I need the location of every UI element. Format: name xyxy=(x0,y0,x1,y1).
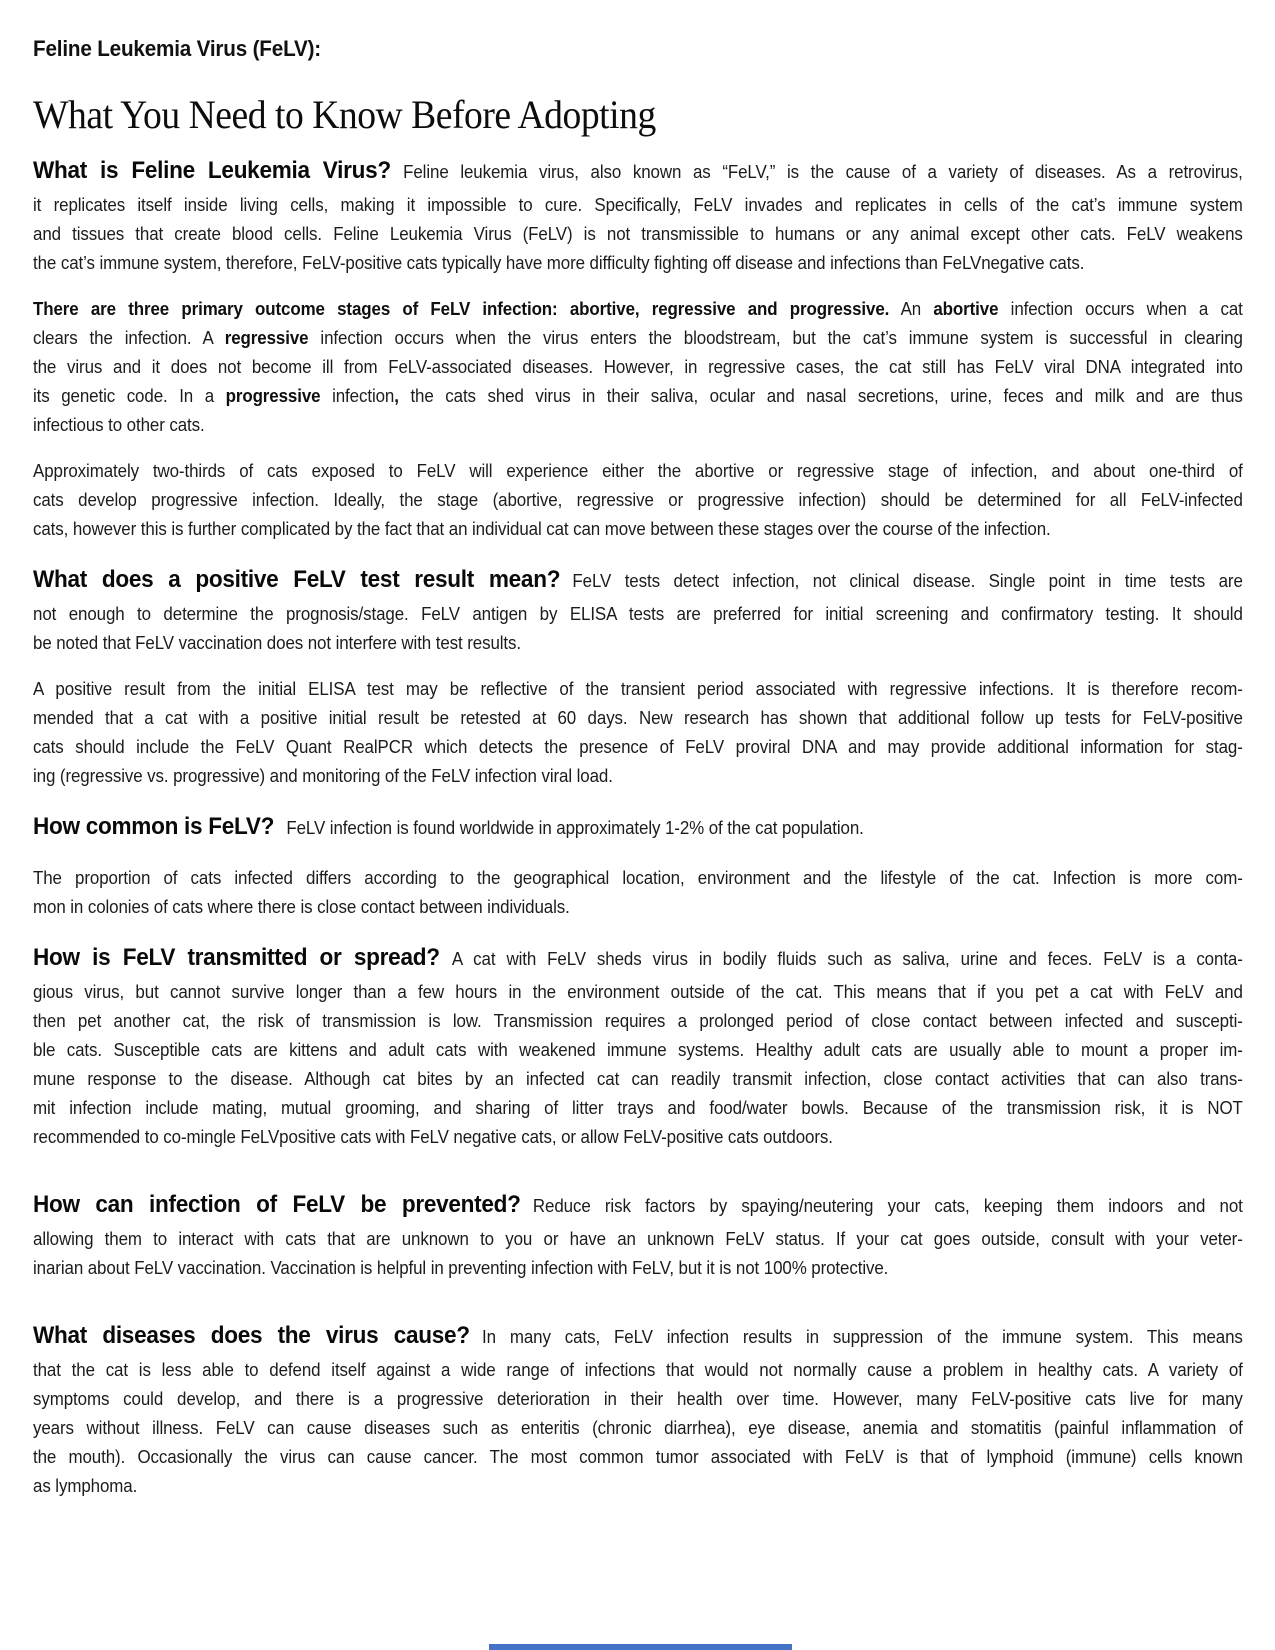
body-line xyxy=(33,1036,1243,1065)
body-line xyxy=(33,1225,1243,1254)
body-line xyxy=(33,978,1243,1007)
body-line xyxy=(33,939,1243,978)
paragraph xyxy=(33,561,1243,658)
doc-title: What You Need to Know Before Adopting xyxy=(33,92,656,137)
body-line xyxy=(33,762,1243,791)
text-run: its genetic code. In a xyxy=(33,386,226,406)
text-run: the virus and it does not become ill from FeLV-associated diseases. However, in regressive cases, the cat still has FeLV viral DNA integrated into xyxy=(33,357,1243,377)
text-run: then pet another cat, the risk of transmission is low. Transmission requires a prolonged period of close contact between infected and suscepti- xyxy=(33,1011,1243,1031)
text-run: the cat’s immune system, therefore, FeLV-positive cats typically have more difficulty fighting off disease and infections than FeLVnegative cats. xyxy=(33,253,1085,273)
text-run: clears the infection. A xyxy=(33,328,225,348)
paragraph xyxy=(33,1317,1243,1501)
text-run: that the cat is less able to defend itself against a wide range of infections that would not normally cause a problem in healthy cats. A variety of xyxy=(33,1360,1243,1380)
body-line xyxy=(33,191,1243,220)
text-run: cats should include the FeLV Quant RealPCR which detects the presence of FeLV proviral DNA and may provide additional information for stag- xyxy=(33,737,1243,757)
section-heading: What does a positive FeLV test result mean? xyxy=(33,566,561,593)
text-run: mit infection include mating, mutual grooming, and sharing of litter trays and food/water bowls. Because of the transmission risk, it is NOT xyxy=(33,1098,1243,1118)
text-run: and tissues that create blood cells. Feline Leukemia Virus (FeLV) is not transmissible to humans or any animal except other cats. FeLV weakens xyxy=(33,224,1243,244)
body-line xyxy=(33,1385,1243,1414)
body-line xyxy=(33,353,1243,382)
section xyxy=(33,939,1243,1152)
body-line xyxy=(33,1186,1243,1225)
text-run: infection xyxy=(320,386,395,406)
text-run: In many cats, FeLV infection results in suppression of the immune system. This means xyxy=(481,1327,1243,1347)
body-line xyxy=(33,1443,1243,1472)
text-run: infection occurs when a cat xyxy=(998,299,1243,319)
body-line xyxy=(33,1094,1243,1123)
text-run: inarian about FeLV vaccination. Vaccination is helpful in preventing infection with FeLV, but it is not 100% protective. xyxy=(33,1258,889,1278)
paragraph xyxy=(33,864,1243,922)
section-heading: How common is FeLV? xyxy=(33,813,275,840)
body-line xyxy=(33,1254,1243,1283)
text-run: mune response to the disease. Although cat bites by an infected cat can readily transmit infection, close contact activities that can also trans- xyxy=(33,1069,1243,1089)
body-line xyxy=(33,1472,1243,1501)
section-heading: What diseases does the virus cause? xyxy=(33,1322,470,1349)
footer-accent-bar xyxy=(489,1644,792,1650)
body-line xyxy=(33,893,1243,922)
paragraph xyxy=(33,295,1243,440)
body-line xyxy=(33,600,1243,629)
body-line xyxy=(33,152,1243,191)
text-run: infectious to other cats. xyxy=(33,415,205,435)
section xyxy=(33,808,1243,922)
text-run: mon in colonies of cats where there is close contact between individuals. xyxy=(33,897,570,917)
text-run: Feline leukemia virus, also known as “FeLV,” is the cause of a variety of diseases. As a retrovirus, xyxy=(403,162,1243,182)
paragraph xyxy=(33,808,1243,847)
body-line xyxy=(33,486,1243,515)
text-run: it replicates itself inside living cells, making it impossible to cure. Specifically, FeLV invades and replicates in cells of the cat’s immune system xyxy=(33,195,1243,215)
doc-header: Feline Leukemia Virus (FeLV): xyxy=(33,36,321,61)
text-run: allowing them to interact with cats that are unknown to you or have an unknown FeLV status. If your cat goes outside, consult with your veter- xyxy=(33,1229,1243,1249)
text-run: FeLV infection is found worldwide in approximately 1-2% of the cat population. xyxy=(286,818,864,838)
paragraph xyxy=(33,1186,1243,1283)
text-run: A positive result from the initial ELISA test may be reflective of the transient period associated with regressive infections. It is therefore recom- xyxy=(33,679,1243,699)
bold-text: regressive xyxy=(224,328,309,348)
body-line xyxy=(33,1123,1243,1152)
body-line xyxy=(33,457,1243,486)
body-line xyxy=(33,411,1243,440)
body-line xyxy=(33,382,1243,411)
text-run: A cat with FeLV sheds virus in bodily fluids such as saliva, urine and feces. FeLV is a conta- xyxy=(451,949,1243,969)
section xyxy=(33,152,1243,544)
paragraph xyxy=(33,675,1243,791)
paragraph xyxy=(33,939,1243,1152)
bold-text: There are three primary outcome stages of FeLV infection: abortive, regressive and progressive. xyxy=(33,299,890,319)
section xyxy=(33,1317,1243,1501)
body-line xyxy=(33,561,1243,600)
text-run: the cats shed virus in their saliva, ocular and nasal secretions, urine, feces and milk and are thus xyxy=(398,386,1243,406)
text-run: Approximately two-thirds of cats exposed to FeLV will experience either the abortive or regressive stage of infection, and about one-third of xyxy=(33,461,1243,481)
text-run: Reduce risk factors by spaying/neutering your cats, keeping them indoors and not xyxy=(532,1196,1243,1216)
body-line xyxy=(33,629,1243,658)
body-line xyxy=(33,1065,1243,1094)
body-line xyxy=(33,1414,1243,1443)
paragraph xyxy=(33,152,1243,278)
paragraph xyxy=(33,457,1243,544)
body-line xyxy=(33,324,1243,353)
text-run: not enough to determine the prognosis/stage. FeLV antigen by ELISA tests are preferred for initial screening and confirmatory testing. It should xyxy=(33,604,1243,624)
section xyxy=(33,561,1243,791)
body-line xyxy=(33,808,1243,847)
section-heading: What is Feline Leukemia Virus? xyxy=(33,157,391,184)
body-line xyxy=(33,1317,1243,1356)
text-run: symptoms could develop, and there is a progressive deterioration in their health over time. However, many FeLV-positive cats live for many xyxy=(33,1389,1243,1409)
body-line xyxy=(33,675,1243,704)
section xyxy=(33,1186,1243,1283)
text-run: ble cats. Susceptible cats are kittens and adult cats with weakened immune systems. Healthy adult cats are usually able to mount a proper im- xyxy=(33,1040,1243,1060)
text-run: An xyxy=(889,299,934,319)
text-run: gious virus, but cannot survive longer than a few hours in the environment outside of the cat. This means that if you pet a cat with FeLV and xyxy=(33,982,1243,1002)
body-line xyxy=(33,733,1243,762)
bold-text: progressive xyxy=(225,386,321,406)
text-run: as lymphoma. xyxy=(33,1476,138,1496)
body-line xyxy=(33,864,1243,893)
document-content xyxy=(33,34,1243,1501)
section-heading: How is FeLV transmitted or spread? xyxy=(33,944,440,971)
body-line xyxy=(33,1356,1243,1385)
text-run: cats, however this is further complicated by the fact that an individual cat can move between these stages over the course of the infection. xyxy=(33,519,1051,539)
text-run: be noted that FeLV vaccination does not interfere with test results. xyxy=(33,633,522,653)
body-line xyxy=(33,295,1243,324)
bold-text: , xyxy=(394,386,399,406)
text-run: cats develop progressive infection. Ideally, the stage (abortive, regressive or progressive infection) should be determined for all FeLV-infected xyxy=(33,490,1243,510)
body-line xyxy=(33,1007,1243,1036)
body-line xyxy=(33,220,1243,249)
body-line xyxy=(33,704,1243,733)
text-run: FeLV tests detect infection, not clinical disease. Single point in time tests are xyxy=(572,571,1243,591)
section-heading: How can infection of FeLV be prevented? xyxy=(33,1191,521,1218)
content-sections xyxy=(33,152,1243,1501)
text-run: the mouth). Occasionally the virus can cause cancer. The most common tumor associated with FeLV is that of lymphoid (immune) cells known xyxy=(33,1447,1243,1467)
bold-text: abortive xyxy=(933,299,999,319)
text-run: recommended to co-mingle FeLVpositive cats with FeLV negative cats, or allow FeLV-positive cats outdoors. xyxy=(33,1127,833,1147)
body-line xyxy=(33,515,1243,544)
body-line xyxy=(33,249,1243,278)
text-run: years without illness. FeLV can cause diseases such as enteritis (chronic diarrhea), eye disease, anemia and stomatitis (painful inflammation of xyxy=(33,1418,1243,1438)
text-run: infection occurs when the virus enters the bloodstream, but the cat’s immune system is successful in clearing xyxy=(308,328,1243,348)
text-run: mended that a cat with a positive initial result be retested at 60 days. New research has shown that additional follow up tests for FeLV-positive xyxy=(33,708,1243,728)
text-run: The proportion of cats infected differs according to the geographical location, environment and the lifestyle of the cat. Infection is more com- xyxy=(33,868,1243,888)
text-run: ing (regressive vs. progressive) and monitoring of the FeLV infection viral load. xyxy=(33,766,613,786)
